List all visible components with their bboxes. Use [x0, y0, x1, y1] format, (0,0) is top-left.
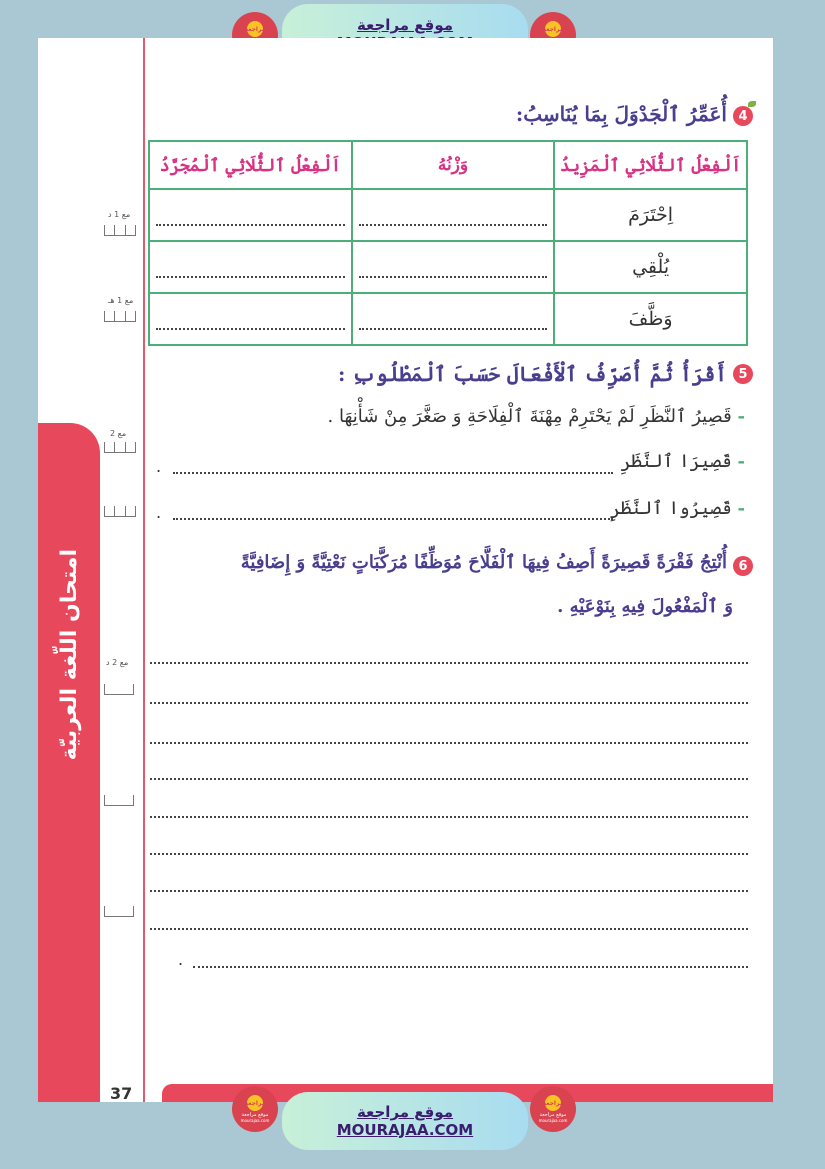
leaf-icon — [748, 101, 756, 107]
verb-table — [148, 140, 748, 346]
writing-line[interactable] — [193, 966, 748, 968]
writing-line[interactable] — [150, 778, 748, 780]
mark-box — [104, 684, 134, 695]
mark-label: مع 1 هـ — [108, 296, 134, 305]
logo-mark-icon: مراجعة — [247, 1095, 263, 1111]
brand-logo-right-bottom: مراجعة موقع مراجعة mourajaa.com — [530, 1086, 576, 1132]
q5-title: أَقْرَأُ ثُمَّ أُصَرِّفُ ٱلْأَفْعَالَ حَسَبَ ٱلْمَطْلُوبِ : — [337, 362, 727, 386]
logo-mark-icon: مراجعة — [247, 21, 263, 37]
q6-line-2: وَ ٱلْمَفْعُولَ فِيهِ بِنَوْعَيْهِ . — [557, 596, 733, 617]
q6-line-1: أُنْتِجُ فَقْرَةً قَصِيرَةً أَصِفُ فِيهَا ٱلْفَلَّاحَ مُوَظِّفًا مُرَكَّبَاتٍ نَعْتِيَّةً وَ إِضَافِيَّةً — [240, 552, 727, 573]
writing-line[interactable] — [150, 890, 748, 892]
brand-logo-left-bottom: مراجعة موقع مراجعة mourajaa.com — [232, 1086, 278, 1132]
writing-line[interactable] — [150, 853, 748, 855]
end-period: . — [156, 457, 162, 476]
verb-cell: وَظَّفَ — [554, 293, 747, 345]
pattern-blank[interactable] — [352, 241, 554, 293]
header-base-verb: اَلْفِعْلُ ٱلثُّلَاثِي ٱلْمُجَرَّدُ — [149, 141, 352, 189]
exam-page — [38, 38, 773, 1102]
table-row — [149, 241, 747, 293]
header-augmented-verb: اَلْفِعْلُ ٱلثُّلَاثِي ٱلْمَزِيدُ — [554, 141, 747, 189]
writing-line[interactable] — [150, 662, 748, 664]
base-verb-blank[interactable] — [149, 189, 352, 241]
table-row — [149, 189, 747, 241]
question-number-5: 5 — [733, 364, 753, 384]
side-tab — [38, 423, 100, 1102]
brand-arabic[interactable]: موقع مراجعة — [356, 16, 454, 34]
q5-sentence: - قَصِيرُ ٱلنَّظَرِ لَمْ يَحْتَرِمْ مِهْنَةَ ٱلْفِلَاحَةِ وَ صَغَّرَ مِنْ شَأْنِهَا . — [327, 406, 745, 427]
end-period: . — [156, 503, 162, 522]
side-title: امتحان اللّغة العربيّة — [56, 549, 82, 761]
q4-title: أُعَمِّرُ ٱلْجَدْوَلَ بِمَا يُنَاسِبُ: — [515, 102, 727, 126]
q5-item-2: - قَصِيرُوا ٱلنَّظَرِ — [610, 498, 745, 519]
mark-label: مع 2 — [110, 429, 127, 438]
writing-line[interactable] — [150, 742, 748, 744]
mark-box — [104, 442, 136, 453]
writing-line[interactable] — [150, 816, 748, 818]
page-number: 37 — [110, 1084, 133, 1102]
q5-answer-line-2[interactable] — [173, 518, 613, 520]
mark-box — [104, 225, 136, 236]
brand-latin[interactable]: MOURAJAA.COM — [336, 1121, 474, 1139]
logo-mark-icon: مراجعة — [545, 21, 561, 37]
question-number-6: 6 — [733, 556, 753, 576]
mark-box — [104, 506, 136, 517]
base-verb-blank[interactable] — [149, 293, 352, 345]
pattern-blank[interactable] — [352, 189, 554, 241]
verb-cell: يُلْقِي — [554, 241, 747, 293]
pattern-blank[interactable] — [352, 293, 554, 345]
question-number-4: 4 — [733, 106, 753, 126]
q5-item-1: - قَصِيرَا ٱلنَّظَرِ — [620, 451, 745, 472]
mark-box — [104, 795, 134, 806]
end-period: . — [178, 950, 184, 969]
writing-line[interactable] — [150, 928, 748, 930]
base-verb-blank[interactable] — [149, 241, 352, 293]
q5-answer-line-1[interactable] — [173, 472, 613, 474]
writing-line[interactable] — [150, 702, 748, 704]
mark-label: مع 2 د — [106, 658, 129, 667]
mark-box — [104, 906, 134, 917]
mark-box — [104, 311, 136, 322]
logo-mark-icon: مراجعة — [545, 1095, 561, 1111]
header-pattern: وَزْنُهُ — [352, 141, 554, 189]
brand-arabic[interactable]: موقع مراجعة — [356, 1103, 454, 1121]
mark-label: مع 1 د — [108, 210, 131, 219]
margin-line — [143, 38, 145, 1102]
table-row — [149, 293, 747, 345]
verb-cell: اِحْتَرَمَ — [554, 189, 747, 241]
brand-banner-bottom[interactable] — [282, 1092, 528, 1150]
